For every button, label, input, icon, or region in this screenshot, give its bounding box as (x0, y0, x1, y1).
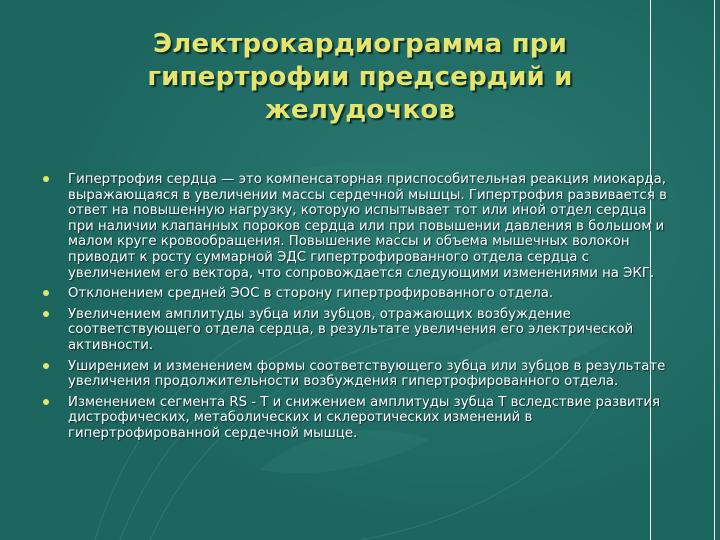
bullet-text: Увеличением амплитуды зубца или зубцов, отражающих возбуждение соответствующего отдела сердца, в результате увеличения его электрической активности. (68, 306, 634, 353)
bullet-item (40, 172, 675, 281)
bullet-text: Отклонением средней ЭОС в сторону гипертрофированного отдела. (68, 286, 554, 302)
bullet-dot-icon (43, 363, 49, 369)
title-line: гипертрофии предсердий и (147, 62, 573, 92)
bullet-dot-icon (43, 176, 49, 182)
title-line: Электрокардиограмма при (152, 29, 568, 59)
bullet-item (40, 359, 675, 390)
title-line: желудочков (264, 95, 456, 125)
bullet-item (40, 395, 675, 442)
bullet-dot-icon (43, 399, 49, 405)
bullet-text: Гипертрофия сердца — это компенсаторная приспособительная реакция миокарда, выражающаяся в увеличении массы сердечной мышцы. Гипертрофия развивается в ответ на повышенную нагрузку, которую испытывает тот или иной отдел сердца при наличии клапанных пороков сердца или при повышении давления в большом и малом круге кровообращения. Повышение массы и объема мышечных волокон приводит к росту суммарной ЭДС гипертрофированного отдела сердца с увеличением его вектора, что сопровождается следующими изменениями на ЭКГ. (68, 172, 667, 281)
bullet-list (40, 172, 675, 447)
bullet-dot-icon (43, 311, 49, 317)
slide-title (60, 28, 660, 127)
bullet-item (40, 307, 675, 354)
bullet-text: Уширением и изменением формы соответствующего зубца или зубцов в результате увеличения продолжительности возбуждения гипертрофированного отдела. (68, 358, 666, 390)
bullet-text: Изменением сегмента RS - T и снижением амплитуды зубца T вследствие развития дистрофических, метаболических и склеротических изменений в гипертрофированной сердечной мышце. (68, 394, 661, 441)
bullet-item (40, 286, 675, 302)
bullet-dot-icon (43, 290, 49, 296)
